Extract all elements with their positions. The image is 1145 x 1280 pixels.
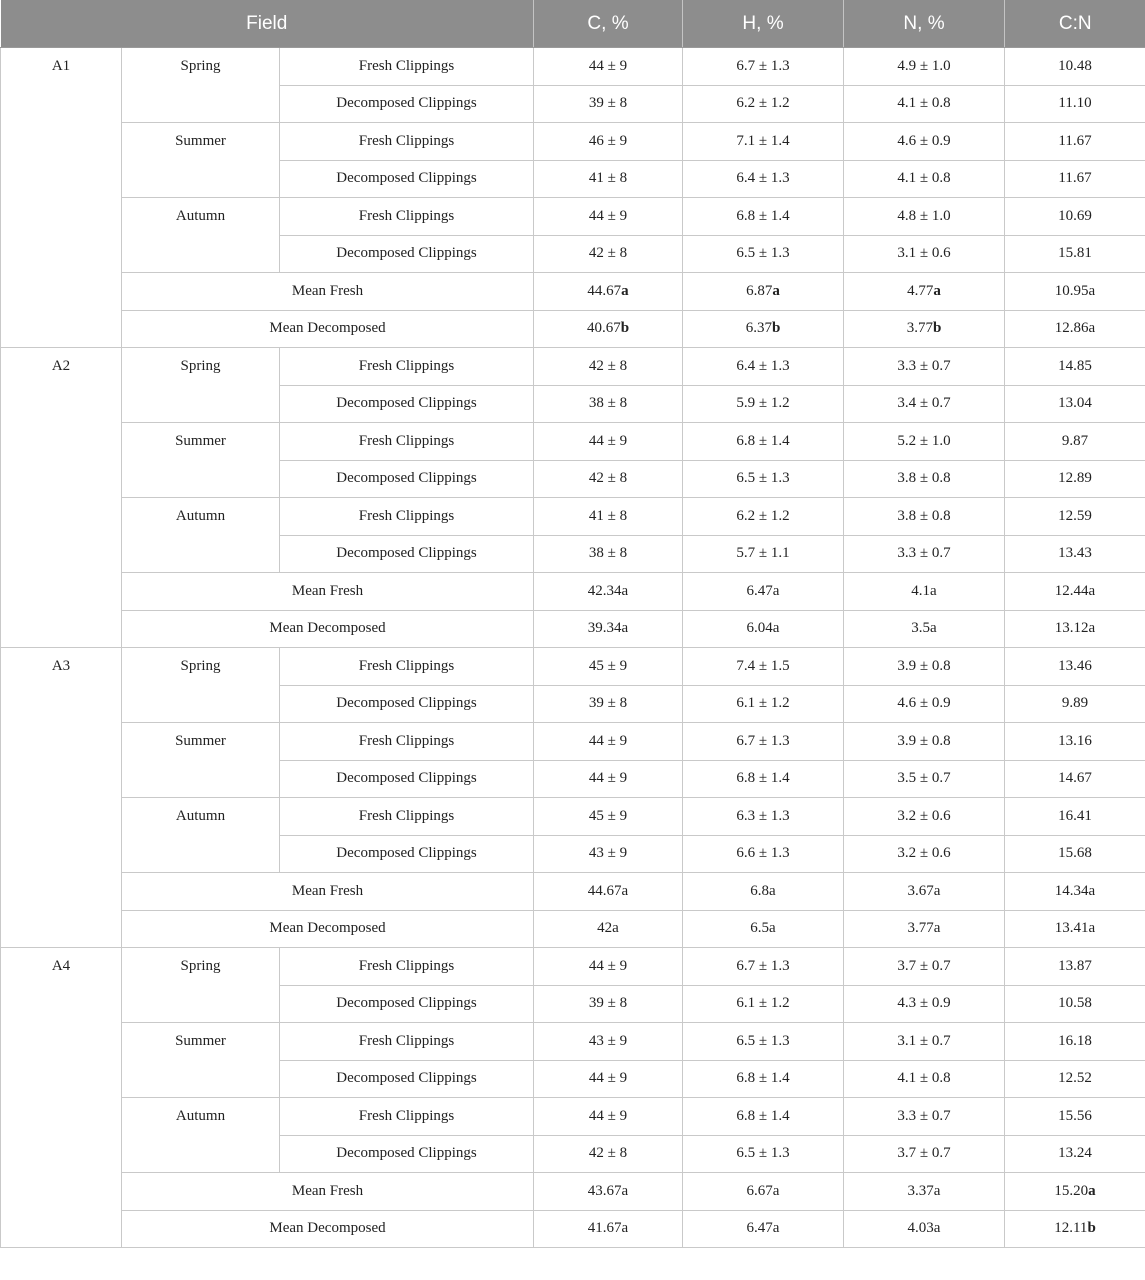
header-row [1, 0, 1145, 48]
mean-value: 10.95 [1054, 282, 1089, 299]
mean-h [683, 910, 844, 948]
value-h: 6.6 ± 1.3 [683, 835, 844, 873]
value-c: 41 ± 8 [534, 498, 683, 536]
season-label: Autumn [122, 198, 280, 273]
value-cn: 14.85 [1005, 348, 1145, 386]
value-c: 38 ± 8 [534, 535, 683, 573]
mean-value: 6.04 [746, 620, 773, 637]
value-c: 44 ± 9 [534, 760, 683, 798]
season-label: Spring [122, 948, 280, 1023]
value-n: 4.6 ± 0.9 [844, 685, 1005, 723]
value-c: 46 ± 9 [534, 123, 683, 161]
mean-n [844, 1210, 1005, 1248]
clipping-type: Fresh Clippings [280, 1098, 534, 1136]
mean-cn [1005, 310, 1145, 348]
header-c: C, % [534, 0, 683, 48]
mean-value: 4.03 [907, 1220, 934, 1237]
clipping-type: Decomposed Clippings [280, 385, 534, 423]
mean-value: 43.67 [587, 1182, 622, 1199]
value-cn: 13.04 [1005, 385, 1145, 423]
table-body [1, 48, 1145, 1248]
significance-letter: a [933, 1220, 941, 1237]
field-label: A4 [1, 948, 122, 1248]
value-h: 6.8 ± 1.4 [683, 1098, 844, 1136]
value-h: 6.1 ± 1.2 [683, 685, 844, 723]
mean-row [1, 273, 1145, 311]
value-c: 43 ± 9 [534, 1023, 683, 1061]
mean-value: 12.44 [1054, 582, 1089, 599]
table-row [1, 48, 1145, 86]
mean-value: 12.11 [1054, 1220, 1088, 1237]
value-n: 4.1 ± 0.8 [844, 1060, 1005, 1098]
mean-h [683, 310, 844, 348]
clipping-type: Decomposed Clippings [280, 835, 534, 873]
value-cn: 15.81 [1005, 235, 1145, 273]
clipping-type: Fresh Clippings [280, 798, 534, 836]
clipping-type: Fresh Clippings [280, 648, 534, 686]
value-h: 5.9 ± 1.2 [683, 385, 844, 423]
value-cn: 10.48 [1005, 48, 1145, 86]
field-label: A3 [1, 648, 122, 948]
value-cn: 12.52 [1005, 1060, 1145, 1098]
value-c: 44 ± 9 [534, 48, 683, 86]
mean-cn [1005, 1210, 1145, 1248]
mean-row [1, 1173, 1145, 1211]
mean-value: 3.5 [911, 620, 931, 637]
season-label: Autumn [122, 498, 280, 573]
clipping-type: Fresh Clippings [280, 1023, 534, 1061]
value-h: 6.8 ± 1.4 [683, 423, 844, 461]
mean-h [683, 573, 844, 611]
value-cn: 16.18 [1005, 1023, 1145, 1061]
value-cn: 10.58 [1005, 985, 1145, 1023]
significance-letter: a [1088, 620, 1096, 637]
mean-c [534, 310, 683, 348]
value-n: 3.1 ± 0.6 [844, 235, 1005, 273]
mean-n [844, 910, 1005, 948]
mean-h [683, 873, 844, 911]
significance-letter: a [769, 882, 776, 899]
significance-letter: b [1087, 1220, 1096, 1237]
significance-letter: a [930, 582, 937, 599]
value-c: 44 ± 9 [534, 1098, 683, 1136]
clipping-type: Decomposed Clippings [280, 760, 534, 798]
clipping-type: Fresh Clippings [280, 723, 534, 761]
mean-row [1, 573, 1145, 611]
value-h: 6.5 ± 1.3 [683, 235, 844, 273]
mean-c [534, 873, 683, 911]
field-label: A1 [1, 48, 122, 348]
mean-h [683, 1210, 844, 1248]
value-c: 44 ± 9 [534, 198, 683, 236]
mean-n [844, 873, 1005, 911]
value-h: 6.8 ± 1.4 [683, 760, 844, 798]
value-cn: 14.67 [1005, 760, 1145, 798]
mean-label: Mean Decomposed [122, 910, 534, 948]
value-h: 6.7 ± 1.3 [683, 948, 844, 986]
value-cn: 13.24 [1005, 1135, 1145, 1173]
mean-value: 44.67 [587, 882, 622, 899]
mean-value: 44.67 [587, 282, 622, 299]
value-n: 3.9 ± 0.8 [844, 723, 1005, 761]
value-h: 6.1 ± 1.2 [683, 985, 844, 1023]
header-cn: C:N [1005, 0, 1145, 48]
value-c: 39 ± 8 [534, 85, 683, 123]
mean-row [1, 310, 1145, 348]
value-n: 3.7 ± 0.7 [844, 948, 1005, 986]
significance-letter: a [1088, 320, 1096, 337]
mean-label: Mean Fresh [122, 873, 534, 911]
value-n: 3.8 ± 0.8 [844, 460, 1005, 498]
mean-value: 4.77 [907, 282, 934, 299]
value-cn: 12.89 [1005, 460, 1145, 498]
mean-value: 3.77 [907, 920, 934, 937]
mean-cn [1005, 1173, 1145, 1211]
value-h: 5.7 ± 1.1 [683, 535, 844, 573]
mean-value: 3.77 [906, 320, 933, 337]
mean-value: 6.37 [745, 320, 772, 337]
value-h: 6.2 ± 1.2 [683, 85, 844, 123]
value-cn: 13.46 [1005, 648, 1145, 686]
value-h: 6.5 ± 1.3 [683, 1023, 844, 1061]
significance-letter: a [612, 920, 619, 937]
value-cn: 11.10 [1005, 85, 1145, 123]
mean-c [534, 1210, 683, 1248]
value-h: 6.8 ± 1.4 [683, 1060, 844, 1098]
table-row [1, 498, 1145, 536]
table-row [1, 198, 1145, 236]
value-c: 44 ± 9 [534, 423, 683, 461]
value-h: 7.4 ± 1.5 [683, 648, 844, 686]
mean-h [683, 1173, 844, 1211]
mean-row [1, 610, 1145, 648]
table-row [1, 348, 1145, 386]
value-n: 3.1 ± 0.7 [844, 1023, 1005, 1061]
mean-cn [1005, 273, 1145, 311]
mean-value: 15.20 [1054, 1182, 1089, 1199]
clipping-type: Decomposed Clippings [280, 985, 534, 1023]
significance-letter: a [621, 882, 629, 899]
significance-letter: b [620, 320, 630, 337]
clipping-type: Fresh Clippings [280, 498, 534, 536]
table-row [1, 648, 1145, 686]
significance-letter: a [933, 920, 941, 937]
significance-letter: a [772, 282, 780, 299]
clipping-type: Decomposed Clippings [280, 685, 534, 723]
mean-n [844, 573, 1005, 611]
header-h: H, % [683, 0, 844, 48]
header-field: Field [1, 0, 534, 48]
value-c: 45 ± 9 [534, 648, 683, 686]
significance-letter: a [933, 282, 941, 299]
mean-label: Mean Fresh [122, 1173, 534, 1211]
value-n: 5.2 ± 1.0 [844, 423, 1005, 461]
table-row [1, 1098, 1145, 1136]
table-row [1, 1023, 1145, 1061]
significance-letter: a [1088, 920, 1096, 937]
value-c: 39 ± 8 [534, 685, 683, 723]
clipping-type: Decomposed Clippings [280, 1135, 534, 1173]
mean-value: 6.8 [750, 882, 770, 899]
value-c: 42 ± 8 [534, 1135, 683, 1173]
mean-row [1, 1210, 1145, 1248]
value-cn: 10.69 [1005, 198, 1145, 236]
mean-value: 4.1 [911, 582, 931, 599]
table-row [1, 948, 1145, 986]
value-cn: 13.87 [1005, 948, 1145, 986]
value-c: 42 ± 8 [534, 235, 683, 273]
value-n: 3.9 ± 0.8 [844, 648, 1005, 686]
significance-letter: a [1088, 582, 1096, 599]
table-row [1, 723, 1145, 761]
clipping-type: Fresh Clippings [280, 948, 534, 986]
mean-c [534, 910, 683, 948]
table-row [1, 423, 1145, 461]
value-c: 39 ± 8 [534, 985, 683, 1023]
value-n: 4.1 ± 0.8 [844, 85, 1005, 123]
value-cn: 15.68 [1005, 835, 1145, 873]
value-h: 6.2 ± 1.2 [683, 498, 844, 536]
significance-letter: a [621, 282, 629, 299]
mean-value: 6.67 [746, 1182, 773, 1199]
clipping-type: Decomposed Clippings [280, 160, 534, 198]
value-c: 44 ± 9 [534, 948, 683, 986]
value-h: 6.5 ± 1.3 [683, 1135, 844, 1173]
value-h: 7.1 ± 1.4 [683, 123, 844, 161]
mean-h [683, 273, 844, 311]
value-n: 3.7 ± 0.7 [844, 1135, 1005, 1173]
season-label: Autumn [122, 798, 280, 873]
season-label: Summer [122, 723, 280, 798]
mean-value: 6.47 [746, 1220, 773, 1237]
significance-letter: a [772, 620, 780, 637]
value-h: 6.5 ± 1.3 [683, 460, 844, 498]
season-label: Summer [122, 423, 280, 498]
mean-value: 12.86 [1054, 320, 1089, 337]
value-n: 3.3 ± 0.7 [844, 535, 1005, 573]
field-label: A2 [1, 348, 122, 648]
significance-letter: a [1088, 282, 1096, 299]
season-label: Spring [122, 48, 280, 123]
mean-n [844, 610, 1005, 648]
value-c: 38 ± 8 [534, 385, 683, 423]
mean-cn [1005, 873, 1145, 911]
clipping-type: Fresh Clippings [280, 48, 534, 86]
clipping-type: Decomposed Clippings [280, 535, 534, 573]
mean-c [534, 273, 683, 311]
value-n: 4.3 ± 0.9 [844, 985, 1005, 1023]
significance-letter: a [930, 620, 937, 637]
value-c: 44 ± 9 [534, 723, 683, 761]
mean-c [534, 1173, 683, 1211]
mean-value: 6.87 [746, 282, 773, 299]
mean-value: 40.67 [586, 320, 621, 337]
value-n: 4.8 ± 1.0 [844, 198, 1005, 236]
season-label: Autumn [122, 1098, 280, 1173]
mean-value: 42 [597, 920, 613, 937]
clipping-type: Fresh Clippings [280, 423, 534, 461]
mean-value: 41.67 [587, 1220, 622, 1237]
clipping-type: Fresh Clippings [280, 198, 534, 236]
value-n: 3.5 ± 0.7 [844, 760, 1005, 798]
mean-c [534, 610, 683, 648]
mean-n [844, 1173, 1005, 1211]
clipping-type: Fresh Clippings [280, 348, 534, 386]
value-n: 3.2 ± 0.6 [844, 835, 1005, 873]
clipping-type: Decomposed Clippings [280, 1060, 534, 1098]
clipping-type: Decomposed Clippings [280, 460, 534, 498]
value-cn: 12.59 [1005, 498, 1145, 536]
mean-value: 14.34 [1054, 882, 1089, 899]
season-label: Spring [122, 648, 280, 723]
value-cn: 11.67 [1005, 160, 1145, 198]
significance-letter: a [772, 1182, 780, 1199]
value-c: 44 ± 9 [534, 1060, 683, 1098]
value-cn: 16.41 [1005, 798, 1145, 836]
mean-value: 42.34 [587, 582, 622, 599]
value-h: 6.8 ± 1.4 [683, 198, 844, 236]
value-n: 3.2 ± 0.6 [844, 798, 1005, 836]
value-c: 43 ± 9 [534, 835, 683, 873]
value-c: 41 ± 8 [534, 160, 683, 198]
significance-letter: a [933, 882, 941, 899]
value-h: 6.4 ± 1.3 [683, 160, 844, 198]
value-cn: 13.16 [1005, 723, 1145, 761]
mean-label: Mean Decomposed [122, 1210, 534, 1248]
value-cn: 13.43 [1005, 535, 1145, 573]
value-c: 42 ± 8 [534, 348, 683, 386]
value-c: 45 ± 9 [534, 798, 683, 836]
significance-letter: a [621, 620, 629, 637]
significance-letter: a [772, 1220, 780, 1237]
mean-label: Mean Decomposed [122, 610, 534, 648]
season-label: Summer [122, 1023, 280, 1098]
mean-cn [1005, 573, 1145, 611]
value-n: 3.3 ± 0.7 [844, 348, 1005, 386]
mean-n [844, 273, 1005, 311]
mean-cn [1005, 910, 1145, 948]
value-n: 4.6 ± 0.9 [844, 123, 1005, 161]
clipping-type: Decomposed Clippings [280, 85, 534, 123]
clipping-type: Decomposed Clippings [280, 235, 534, 273]
mean-n [844, 310, 1005, 348]
clipping-type: Fresh Clippings [280, 123, 534, 161]
table-row [1, 798, 1145, 836]
value-h: 6.7 ± 1.3 [683, 723, 844, 761]
value-n: 4.1 ± 0.8 [844, 160, 1005, 198]
value-n: 3.3 ± 0.7 [844, 1098, 1005, 1136]
table-row [1, 123, 1145, 161]
mean-value: 39.34 [587, 620, 622, 637]
mean-h [683, 610, 844, 648]
value-n: 3.8 ± 0.8 [844, 498, 1005, 536]
mean-value: 3.37 [907, 1182, 934, 1199]
value-n: 3.4 ± 0.7 [844, 385, 1005, 423]
mean-label: Mean Fresh [122, 273, 534, 311]
mean-row [1, 873, 1145, 911]
significance-letter: a [621, 1182, 629, 1199]
value-h: 6.3 ± 1.3 [683, 798, 844, 836]
value-n: 4.9 ± 1.0 [844, 48, 1005, 86]
mean-value: 3.67 [907, 882, 934, 899]
value-cn: 9.87 [1005, 423, 1145, 461]
value-cn: 11.67 [1005, 123, 1145, 161]
significance-letter: a [1088, 1182, 1096, 1199]
significance-letter: a [621, 1220, 629, 1237]
mean-label: Mean Decomposed [122, 310, 534, 348]
mean-value: 13.41 [1054, 920, 1089, 937]
mean-label: Mean Fresh [122, 573, 534, 611]
mean-value: 6.5 [750, 920, 770, 937]
mean-value: 13.12 [1054, 620, 1089, 637]
mean-c [534, 573, 683, 611]
significance-letter: a [621, 582, 629, 599]
significance-letter: a [933, 1182, 941, 1199]
significance-letter: a [769, 920, 776, 937]
mean-row [1, 910, 1145, 948]
mean-cn [1005, 610, 1145, 648]
season-label: Spring [122, 348, 280, 423]
significance-letter: a [1088, 882, 1096, 899]
value-c: 42 ± 8 [534, 460, 683, 498]
value-h: 6.4 ± 1.3 [683, 348, 844, 386]
header-n: N, % [844, 0, 1005, 48]
value-h: 6.7 ± 1.3 [683, 48, 844, 86]
value-cn: 9.89 [1005, 685, 1145, 723]
value-cn: 15.56 [1005, 1098, 1145, 1136]
season-label: Summer [122, 123, 280, 198]
significance-letter: a [772, 582, 780, 599]
mean-value: 6.47 [746, 582, 773, 599]
significance-letter: b [932, 320, 942, 337]
significance-letter: b [771, 320, 781, 337]
